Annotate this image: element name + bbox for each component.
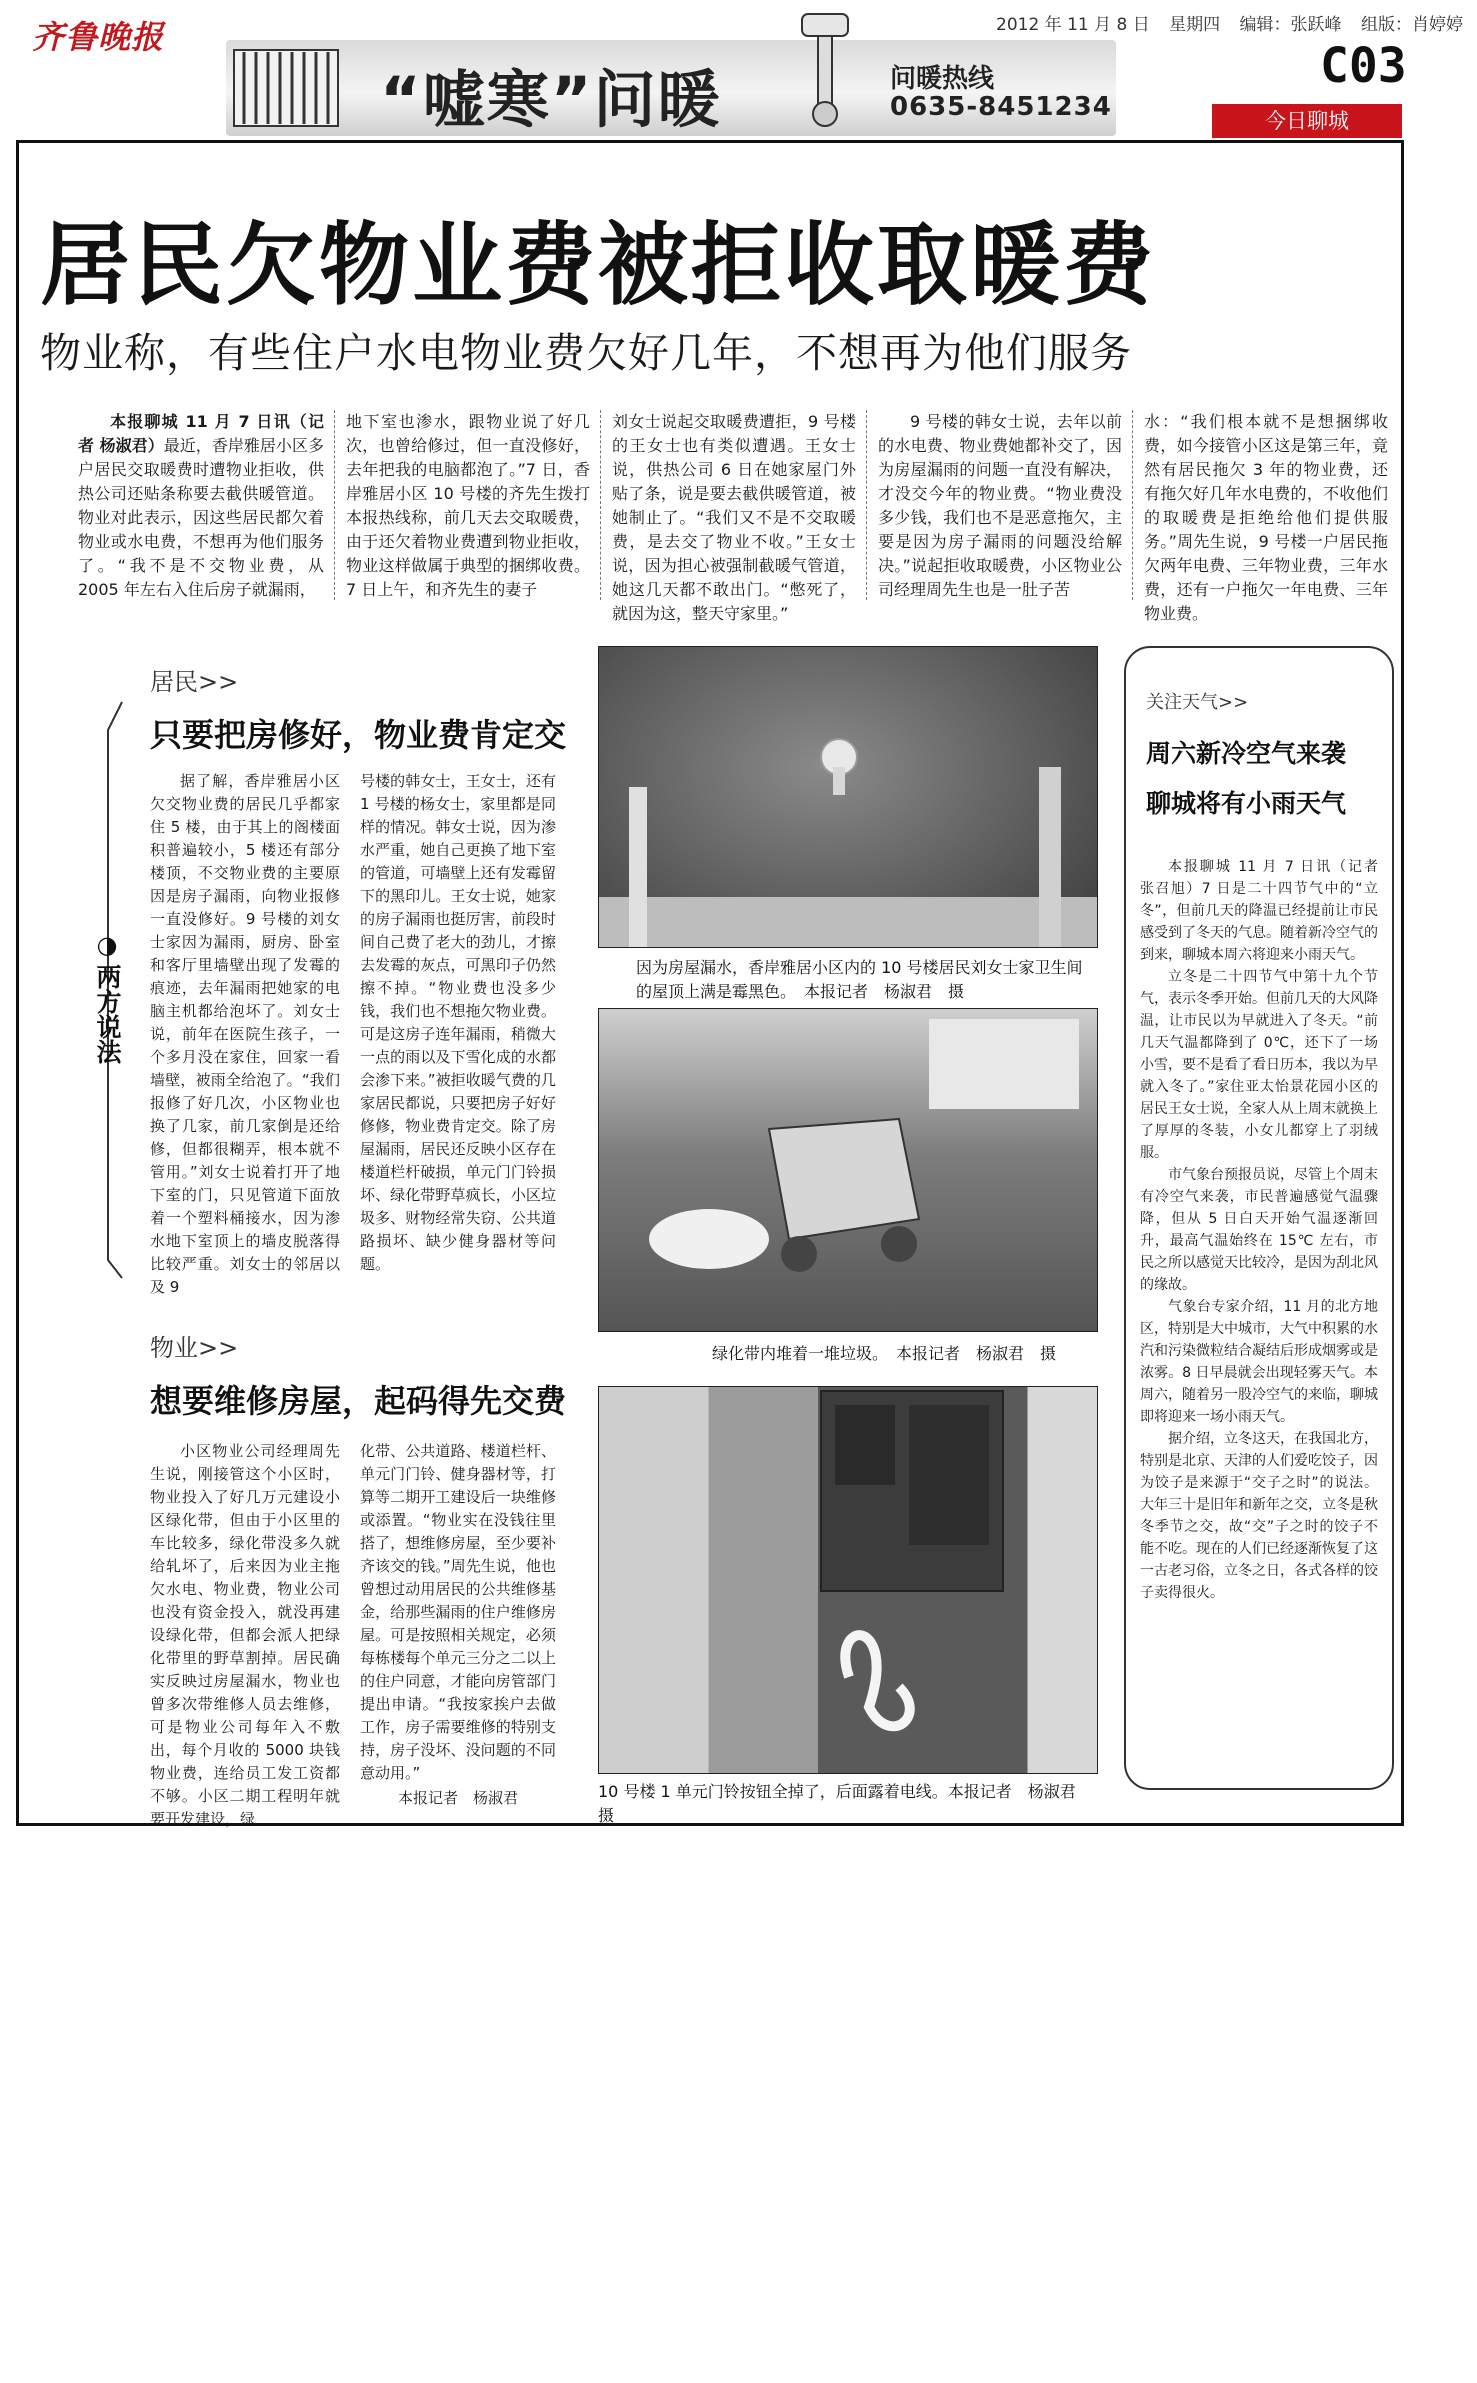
newspaper-logo: 齐鲁晚报 (32, 18, 165, 56)
property-column-2 (360, 1440, 556, 1810)
section-tag: 今日聊城 (1212, 104, 1402, 138)
thermometer-icon (790, 10, 860, 130)
weather-title-1: 周六新冷空气来袭 (1146, 739, 1347, 768)
weather-title-2: 聊城将有小雨天气 (1146, 789, 1347, 818)
residents-title: 只要把房修好，物业费肯定交 (150, 716, 567, 754)
column-rule (600, 410, 601, 600)
photo-caption-1: 因为房屋漏水，香岸雅居小区内的 10 号楼居民刘女士家卫生间的屋顶上满是霉黑色。 本报记者 杨淑君 摄 (636, 958, 1083, 1001)
intro-text-1: 最近，香岸雅居小区多户居民交取暖费时遭物业拒收，供热公司还贴条称要去截供暖管道。物业对此表示，因这些居民都欠着物业或水电费，不想再为他们服务了。“我不是不交物业费，从 2005 年左右入住后房子就漏雨， (78, 436, 324, 599)
intro-column-1 (78, 410, 324, 602)
weather-body (1140, 856, 1392, 1604)
intro-text-5: 水：“我们根本就不是想捆绑收费，如今接管小区这是第三年，竟然有居民拖欠 3 年的物业费，还有拖欠好几年水电费的，不收他们的取暖费是拒绝给他们提供服务。”周先生说，9 号楼一户居民拖欠两年电费、三年物业费，三年水费，还有一户拖欠一年电费、三年物业费。 (1144, 412, 1388, 623)
property-text-2: 化带、公共道路、楼道栏杆、单元门门铃、健身器材等，打算等二期开工建设后一块维修或添置。“物业实在没钱往里搭了，想维修房屋，至少要补齐该交的钱。”周先生说，他也曾想过动用居民的公共维修基金，给那些漏雨的住户维修房屋。可是按照相关规定，必须每栋楼每个单元三分之二以上的住户同意，才能向房管部门提出申请。“我按家挨户去做工作，房子需要维修的特别支持，房子没坏、没问题的不同意动用。” (360, 1442, 556, 1782)
hotline-label: 问暖热线 (890, 64, 995, 94)
headline: 居民欠物业费被拒收取暖费 (40, 213, 1156, 318)
radiator-icon (232, 44, 340, 132)
editor-credit: 编辑：张跃峰 (1239, 15, 1342, 35)
issue-date: 2012 年 11 月 8 日 (996, 15, 1150, 35)
weather-paragraph: 本报聊城 11 月 7 日讯（记者 张召旭）7 日是二十四节气中的“立冬”，但前几天的降温已经提前让市民感受到了冬天的气息。随着新冷空气的到来，聊城本周六将迎来小雨天气。 (1140, 859, 1392, 963)
weather-label: 关注天气>> (1146, 692, 1249, 713)
side-label (92, 930, 122, 1064)
property-byline: 本报记者 杨淑君 (397, 1789, 518, 1807)
weather-paragraph: 气象台专家介绍，11 月的北方地区，特别是大中城市，大气中积累的水汽和污染微粒结合凝结后形成烟雾或是浓雾。8 日早晨就会出现轻雾天气。本周六，随着另一股冷空气的来临，聊城即将迎来一场小雨天气。 (1140, 1299, 1378, 1425)
weather-paragraph: 据介绍，立冬这天，在我国北方，特别是北京、天津的人们爱吃饺子，因为饺子是来源于“交子之时”的说法。大年三十是旧年和新年之交，立冬是秋冬季节之交，故“交”子之时的饺子不能不吃。现在的人们已经逐渐恢复了这一古老习俗，立冬之日，各式各样的饺子卖得很火。 (1140, 1431, 1378, 1601)
hotline-number: 0635-8451234 (890, 92, 1112, 122)
intro-column-3 (612, 410, 856, 626)
photo-caption-2: 绿化带内堆着一堆垃圾。 本报记者 杨淑君 摄 (712, 1344, 1057, 1363)
property-text-1: 小区物业公司经理周先生说，刚接管这个小区时，物业投入了好几万元建设小区绿化带，但由于小区里的车比较多，绿化带没多久就给轧坏了，后来因为业主拖欠水电、物业费，物业公司也没有资金投入，就没再建设绿化带，但都会派人把绿化带里的野草割掉。居民确实反映过房屋漏水，物业也曾多次带维修人员去维修，可是物业公司每年入不敷出，每个月收的 5000 块钱物业费，连给员工发工资都不够。小区二期工程明年就要开发建设，绿 (150, 1442, 340, 1828)
weather-paragraph: 市气象台预报员说，尽管上个周末有冷空气来袭，市民普遍感觉气温骤降，但从 5 日白天开始气温逐渐回升，最高气温始终在 15℃ 左右，市民之所以感觉天比较冷，是因为刮北风的缘故。 (1140, 1167, 1378, 1293)
banner-title: “嘘寒”问暖 (380, 63, 722, 136)
residents-column-1 (150, 770, 340, 1299)
photo-garbage-greenbelt (598, 1008, 1098, 1332)
intro-text-2: 地下室也渗水，跟物业说了好几次，也曾给修过，但一直没修好，去年把我的电脑都泡了。”7 日，香岸雅居小区 10 号楼的齐先生拨打本报热线称，前几天去交取暖费，由于还欠着物业费遭到物业拒收，物业这样做属于典型的捆绑收费。7 日上午，和齐先生的妻子 (346, 412, 590, 599)
column-rule (334, 410, 335, 600)
intro-text-3: 刘女士说起交取暖费遭拒，9 号楼的王女士也有类似遭遇。王女士说，供热公司 6 日在她家屋门外贴了条，说是要去截供暖管道，被她制止了。“我们又不是不交取暖费，是去交了物业不收。”王女士说，因为担心被强制截暖气管道，她这几天都不敢出门。“憋死了，就因为这，整天守家里。” (612, 412, 856, 623)
layout-credit: 组版：肖婷婷 (1360, 15, 1463, 35)
weather-paragraph: 立冬是二十四节气中第十九个节气，表示冬季开始。但前几天的大风降温，让市民以为早就进入了冬天。“前几天气温都降到了 0℃，还下了一场小雪，要不是看了看日历本，我以为早就入冬了。”家住亚太怡景花园小区的居民王女士说，全家人从上周末就换上了厚厚的冬装，小女儿都穿上了羽绒服。 (1140, 969, 1378, 1161)
page-number: C03 (1320, 38, 1407, 94)
intro-column-2 (346, 410, 590, 602)
subhead: 物业称，有些住户水电物业费欠好几年，不想再为他们服务 (40, 329, 1132, 377)
residents-label: 居民>> (150, 668, 239, 696)
intro-text-4: 9 号楼的韩女士说，去年以前的水电费、物业费她都补交了，因为房屋漏雨的问题一直没有解决，才没交今年的物业费。“物业费没多少钱，我们也不是恶意拖欠，主要是因为房子漏雨的问题没给解决。”说起拒收取暖费，小区物业公司经理周先生也是一肚子苦 (878, 412, 1122, 599)
half-circle-icon: ◑ (96, 931, 118, 959)
ceiling-lamp-icon (599, 647, 1097, 947)
property-title: 想要维修房屋，起码得先交费 (150, 1382, 567, 1420)
column-rule (1132, 410, 1133, 600)
photo-caption-3: 10 号楼 1 单元门铃按钮全掉了，后面露着电线。本报记者 杨淑君 摄 (598, 1782, 1092, 1825)
side-label-text: 两方说法 (93, 964, 122, 1064)
column-rule (866, 410, 867, 600)
photo-broken-doorbell (598, 1386, 1098, 1774)
garbage-cart-icon (599, 1009, 1097, 1331)
issue-meta (996, 10, 1477, 35)
residents-text-1: 据了解，香岸雅居小区欠交物业费的居民几乎都家住 5 楼，由于其上的阁楼面积普遍较小，5 楼还有部分楼顶，不交物业费的主要原因是房子漏雨，向物业报修一直没修好。9 号楼的刘女士家因为漏雨，厨房、卧室和客厅里墙壁出现了发霉的痕迹，去年漏雨把她家的电脑主机都给泡坏了。刘女士说，前年在医院生孩子，一个多月没在家住，回家一看墙壁，被雨全给泡了。“我们报修了好几次，小区物业也换了几家，前几家倒是还给修，但都很糊弄，根本就不管用。”刘女士说着打开了地下室的门，只见管道下面放着一个塑料桶接水，因为渗水地下室顶上的墙皮脱落得比较严重。刘女士的邻居以及 9 (150, 772, 340, 1296)
property-label: 物业>> (150, 1334, 239, 1362)
issue-weekday: 星期四 (1169, 15, 1221, 35)
residents-column-2 (360, 770, 556, 1276)
intro-column-5 (1144, 410, 1388, 626)
residents-text-2: 号楼的韩女士，王女士，还有 1 号楼的杨女士，家里都是同样的情况。韩女士说，因为渗水严重，她自己更换了地下室的管道，可墙壁上还有发霉留下的黑印儿。王女士说，她家的房子漏雨也挺厉害，前段时间自己费了老大的劲儿，才擦去发霉的灰点，可黑印子仍然擦不掉。“物业费也没多少钱，我们也不想拖欠物业费。可是这房子连年漏雨，稍微大一点的雨以及下雪化成的水都会渗下来。”被拒收暖气费的几家居民都说，只要把房子好好修修，物业费肯定交。除了房屋漏雨，居民还反映小区存在楼道栏杆破损，单元门门铃损坏、绿化带野草疯长，小区垃圾多、财物经常失窃、公共道路损坏、缺少健身器材等问题。 (360, 772, 556, 1273)
intro-lead: 本报聊城 11 月 7 日讯（记者 杨淑君） (78, 412, 324, 455)
intro-column-4 (878, 410, 1122, 602)
property-column-1 (150, 1440, 340, 1831)
photo-moldy-ceiling (598, 646, 1098, 948)
doorbell-panel-icon (599, 1387, 1097, 1773)
